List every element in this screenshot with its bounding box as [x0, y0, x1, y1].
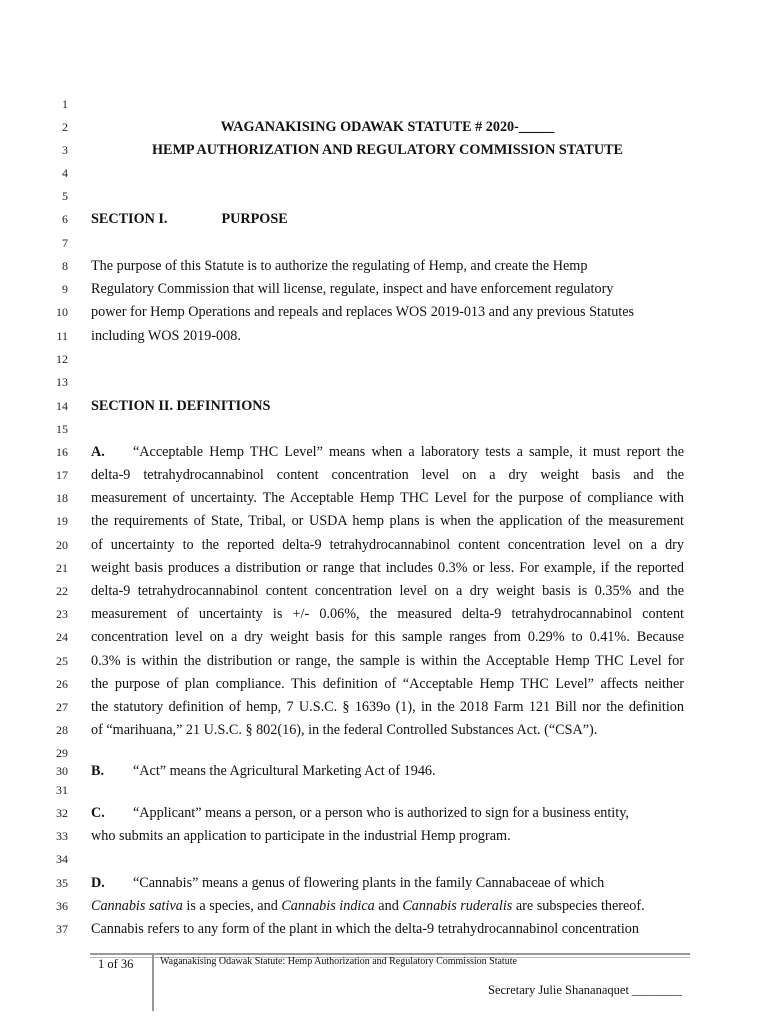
line-number: 16 [56, 445, 68, 459]
definition-a-line: 0.3% is within the distribution or range, the sample is within the Acceptable Hemp THC Level for [91, 653, 684, 669]
definition-a-line [91, 443, 684, 461]
definition-b-line [91, 762, 684, 780]
line-number: 22 [56, 584, 68, 598]
line-number: 1 [62, 97, 68, 111]
line-number: 15 [56, 422, 68, 436]
definition-a-line: delta-9 tetrahydrocannabinol content concentration level on a dry weight basis is 0.35% and the [91, 583, 684, 599]
species-name: Cannabis ruderalis [402, 898, 513, 914]
line-number: 12 [56, 352, 68, 366]
line-number: 31 [56, 783, 68, 797]
footer-rule [90, 953, 690, 955]
line-number: 17 [56, 468, 68, 482]
section-1-number: SECTION I. [91, 211, 168, 227]
definition-a-label: A. [91, 444, 105, 460]
line-number: 13 [56, 375, 68, 389]
line-number: 33 [56, 829, 68, 843]
line-number: 24 [56, 630, 68, 644]
definition-a-line: concentration level on a dry weight basis for this sample ranges from 0.29% to 0.41%. Because [91, 629, 684, 645]
section-2-heading: SECTION II. DEFINITIONS [91, 398, 271, 414]
line-number: 21 [56, 561, 68, 575]
definition-d-line [91, 874, 684, 892]
secretary-signature-line: Secretary Julie Shananaquet ________ [488, 983, 683, 997]
line-number: 23 [56, 607, 68, 621]
section-1-title: PURPOSE [221, 211, 288, 227]
definition-a-line: measurement of uncertainty is +/- 0.06%, the measured delta-9 tetrahydrocannabinol content [91, 606, 684, 622]
line-number: 34 [56, 852, 68, 866]
definition-d-label: D. [91, 875, 105, 891]
line-number: 36 [56, 899, 68, 913]
definition-a-text: “Acceptable Hemp THC Level” means when a laboratory tests a sample, it must report the [133, 444, 684, 460]
line-number: 7 [62, 236, 68, 250]
line-number: 20 [56, 538, 68, 552]
line-number: 11 [56, 329, 68, 343]
line-number: 5 [62, 189, 68, 203]
line-number: 18 [56, 491, 68, 505]
definition-c-line [91, 804, 684, 822]
definition-a-line: the statutory definition of hemp, 7 U.S.C. § 1639o (1), in the 2018 Farm 121 Bill nor the definition [91, 699, 684, 715]
line-number: 6 [62, 212, 68, 226]
definition-a-line: delta-9 tetrahydrocannabinol content concentration level on a dry weight basis and the [91, 467, 684, 483]
section-1-heading [91, 210, 684, 228]
line-number: 30 [56, 764, 68, 778]
line-number: 26 [56, 677, 68, 691]
purpose-line: The purpose of this Statute is to authorize the regulating of Hemp, and create the Hemp [91, 258, 588, 274]
definition-c-label: C. [91, 805, 105, 821]
species-name: Cannabis sativa [91, 898, 183, 914]
line-number: 28 [56, 723, 68, 737]
definition-c-line: who submits an application to participate in the industrial Hemp program. [91, 828, 511, 844]
footer-title: Waganakising Odawak Statute: Hemp Authorization and Regulatory Commission Statute [160, 956, 517, 967]
definition-c-text: “Applicant” means a person, or a person who is authorized to sign for a business entity, [133, 805, 629, 821]
definition-d-text: and [374, 898, 403, 914]
line-number: 14 [56, 399, 68, 413]
definition-a-line: the purpose of plan compliance. This definition of “Acceptable Hemp THC Level” affects neither [91, 676, 684, 692]
species-name: Cannabis indica [281, 898, 375, 914]
definition-b-text: “Act” means the Agricultural Marketing Act of 1946. [133, 763, 436, 779]
line-number: 29 [56, 746, 68, 760]
definition-d-text: are subspecies thereof. [512, 898, 645, 914]
definition-b-label: B. [91, 763, 105, 779]
definition-d-text: is a species, and [182, 898, 282, 914]
definition-a-line: weight basis produces a distribution or range that includes 0.3% or less. For example, if the reported [91, 560, 684, 576]
line-number: 37 [56, 922, 68, 936]
purpose-line: power for Hemp Operations and repeals and replaces WOS 2019-013 and any previous Statutes [91, 304, 635, 320]
line-number: 32 [56, 806, 68, 820]
page-number: 1 of 36 [98, 957, 134, 971]
line-number: 2 [62, 120, 68, 134]
line-number: 25 [56, 654, 68, 668]
line-number: 3 [62, 143, 68, 157]
purpose-line: Regulatory Commission that will license, regulate, inspect and have enforcement regulatory [91, 281, 614, 297]
statute-title: HEMP AUTHORIZATION AND REGULATORY COMMISSION STATUTE [151, 142, 624, 158]
statute-number-title: WAGANAKISING ODAWAK STATUTE # 2020-_____ [220, 119, 555, 135]
definition-a-line: of uncertainty to the reported delta-9 tetrahydrocannabinol content concentration level on a dry [91, 537, 684, 553]
footer-divider [152, 953, 154, 1011]
definition-d-line [91, 897, 684, 915]
definition-a-line: of “marihuana,” 21 U.S.C. § 802(16), in the federal Controlled Substances Act. (“CSA”). [91, 722, 598, 738]
line-number: 10 [56, 305, 68, 319]
line-number: 8 [62, 259, 68, 273]
definition-a-line: measurement of uncertainty. The Acceptable Hemp THC Level for the purpose of compliance with [91, 490, 684, 506]
line-number: 9 [62, 282, 68, 296]
line-number: 27 [56, 700, 68, 714]
line-number: 19 [56, 514, 68, 528]
line-number: 4 [62, 166, 68, 180]
definition-a-line: the requirements of State, Tribal, or USDA hemp plans is when the application of the measurement [91, 513, 684, 529]
purpose-line: including WOS 2019-008. [91, 328, 241, 344]
definition-d-line: Cannabis refers to any form of the plant in which the delta-9 tetrahydrocannabinol concentration [91, 921, 639, 937]
line-number: 35 [56, 876, 68, 890]
definition-d-text: “Cannabis” means a genus of flowering plants in the family Cannabaceae of which [133, 875, 605, 891]
